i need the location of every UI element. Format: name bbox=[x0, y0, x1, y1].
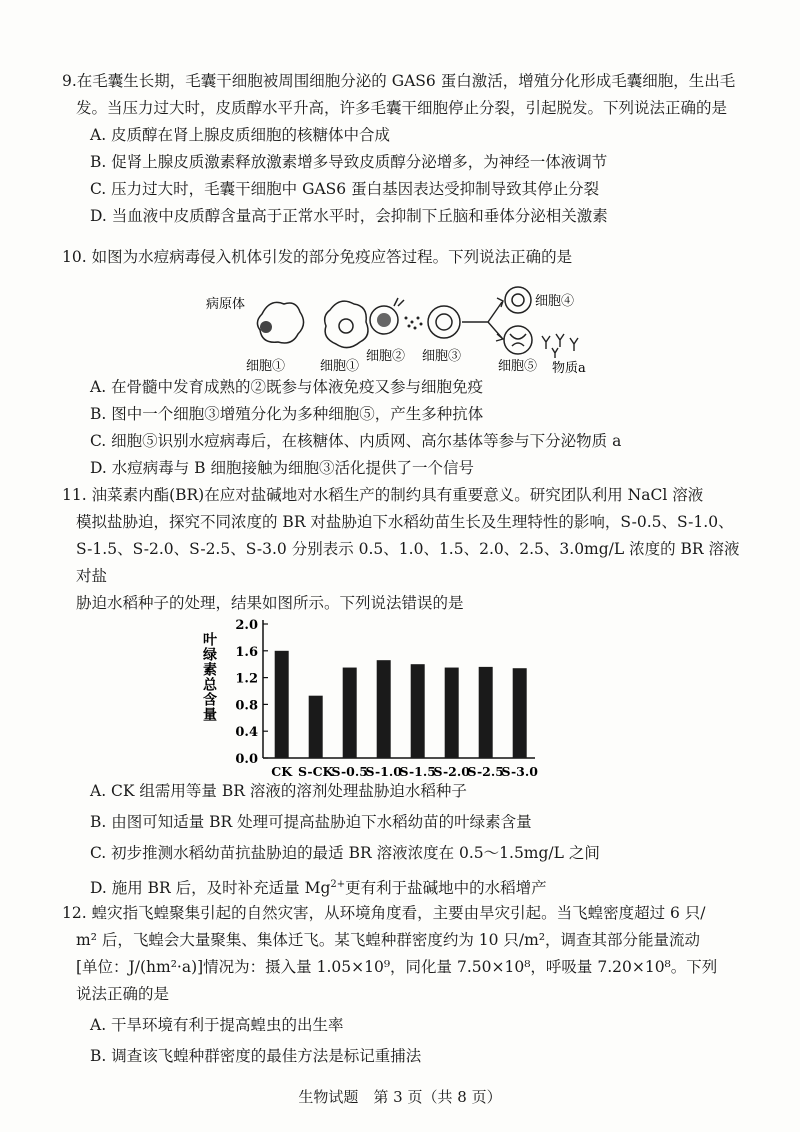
chart-y-label bbox=[201, 632, 217, 722]
q11-option-d-sup: 2+ bbox=[330, 879, 346, 890]
q10-stem: 10. 如图为水痘病毒侵入机体引发的部分免疫应答过程。下列说法正确的是 bbox=[62, 248, 573, 266]
q11-option-a: A. CK 组需用等量 BR 溶液的溶剂处理盐胁迫水稻种子 bbox=[90, 782, 467, 800]
x-tick-label: S-2.5 bbox=[467, 764, 504, 779]
q11-line3: S-1.5、S-2.0、S-2.5、S-3.0 分别表示 0.5、1.0、1.5、2.0、2.5、3.0mg/L 浓度的 BR 溶液对盐 bbox=[76, 540, 740, 585]
q10-option-c: C. 细胞⑤识别水痘病毒后，在核糖体、内质网、高尔基体等参与下分泌物质 a bbox=[90, 432, 622, 450]
x-tick-label: S-3.0 bbox=[501, 764, 538, 779]
cell1b-label: 细胞① bbox=[320, 359, 360, 374]
q12-line1: 12. 蝗灾指飞蝗聚集引起的自然灾害，从环境角度看，主要由旱灾引起。当飞蝗密度超过 6 只/ bbox=[62, 904, 706, 922]
q9-option-b: B. 促肾上腺皮质激素释放激素增多导致皮质醇分泌增多，为神经一体液调节 bbox=[90, 153, 608, 171]
cell1-label: 细胞① bbox=[246, 359, 286, 374]
y-tick-label: 0.4 bbox=[235, 725, 258, 741]
x-tick-label: S-1.5 bbox=[399, 764, 436, 779]
cell5-label: 细胞⑤ bbox=[498, 359, 538, 374]
cell3-label: 细胞③ bbox=[422, 349, 462, 364]
bar-s-ck bbox=[309, 696, 323, 758]
cell1b-shape bbox=[325, 301, 368, 347]
x-tick-label: S-CK bbox=[297, 764, 334, 779]
q9-stem-line2: 发。当压力过大时，皮质醇水平升高，许多毛囊干细胞停止分裂，引起脱发。下列说法正确的是 bbox=[76, 99, 728, 117]
chlorophyll-bar-chart bbox=[201, 612, 538, 782]
q10-option-d: D. 水痘病毒与 B 细胞接触为细胞③活化提供了一个信号 bbox=[90, 459, 474, 477]
cytokine-dots bbox=[405, 317, 423, 330]
y-tick-label: 2.0 bbox=[235, 618, 258, 633]
cell2-label: 细胞② bbox=[366, 349, 406, 364]
q11-option-b: B. 由图可知适量 BR 处理可提高盐胁迫下水稻幼苗的叶绿素含量 bbox=[90, 813, 532, 831]
q9-option-a: A. 皮质醇在肾上腺皮质细胞的核糖体中合成 bbox=[90, 126, 391, 144]
q11-line2: 模拟盐胁迫，探究不同浓度的 BR 对盐胁迫下水稻幼苗生长及生理特性的影响，S-0.5、S-1.0、 bbox=[76, 513, 734, 531]
cell3-shape bbox=[428, 306, 460, 338]
question-10 bbox=[62, 244, 752, 271]
cell3-nucleus bbox=[436, 314, 452, 330]
question-11 bbox=[62, 482, 752, 617]
y-tick-label: 0.8 bbox=[235, 698, 258, 714]
q10-option-a: A. 在骨髓中发育成熟的②既参与体液免疫又参与细胞免疫 bbox=[90, 378, 484, 396]
q12-line2: m² 后，飞蝗会大量聚集、集体迁飞。某飞蝗种群密度约为 10 只/m²，调查其部分能量流动 bbox=[76, 931, 701, 949]
antibody-icon bbox=[542, 334, 578, 358]
q11-option-c: C. 初步推测水稻幼苗抗盐胁迫的最适 BR 溶液浓度在 0.5～1.5mg/L 之间 bbox=[90, 844, 600, 862]
pathogen-label: 病原体 bbox=[206, 297, 246, 312]
branch-arrow bbox=[462, 302, 502, 338]
bar-s-0.5 bbox=[343, 668, 357, 758]
q12-option-b: B. 调查该飞蝗种群密度的最佳方法是标记重捕法 bbox=[90, 1047, 422, 1065]
x-tick-label: S-0.5 bbox=[331, 764, 368, 779]
q9-option-c: C. 压力过大时，毛囊干细胞中 GAS6 蛋白基因表达受抑制导致其停止分裂 bbox=[90, 180, 600, 198]
q9-stem-line1: 9.在毛囊生长期，毛囊干细胞被周围细胞分泌的 GAS6 蛋白激活，增殖分化形成毛囊细胞，生出毛 bbox=[62, 72, 736, 90]
question-10-options bbox=[62, 374, 752, 482]
x-tick-label: CK bbox=[271, 764, 293, 779]
cell5-shape bbox=[504, 326, 532, 354]
pathogen-icon bbox=[260, 321, 272, 333]
cell1b-nucleus bbox=[339, 319, 353, 333]
q12-line4: 说法正确的是 bbox=[76, 985, 170, 1003]
x-tick-labels bbox=[271, 764, 538, 779]
x-tick-label: S-2.0 bbox=[433, 764, 470, 779]
bar-s-3.0 bbox=[513, 668, 527, 758]
question-12 bbox=[62, 900, 752, 1070]
substance-a-label: 物质a bbox=[552, 361, 586, 376]
bar-ck bbox=[275, 651, 289, 758]
q10-option-b: B. 图中一个细胞③增殖分化为多种细胞⑤，产生多种抗体 bbox=[90, 405, 484, 423]
cell4-nucleus bbox=[512, 294, 524, 306]
bar-s-1.5 bbox=[411, 664, 425, 758]
question-9 bbox=[62, 68, 752, 230]
q12-line3: [单位：J/(hm²·a)]情况为：摄入量 1.05×10⁹，同化量 7.50×10⁸，呼吸量 7.20×10⁸。下列 bbox=[76, 958, 718, 976]
bar-series bbox=[275, 651, 527, 758]
q11-line1: 11. 油菜素内酯(BR)在应对盐碱地对水稻生产的制约具有重要意义。研究团队利用 NaCl 溶液 bbox=[62, 486, 704, 504]
q11-line4: 胁迫水稻种子的处理，结果如图所示。下列说法错误的是 bbox=[76, 594, 464, 612]
bar-s-2.0 bbox=[445, 668, 459, 758]
q12-option-a: A. 干旱环境有利于提高蝗虫的出生率 bbox=[90, 1016, 344, 1034]
receptor-icon bbox=[394, 298, 404, 306]
bar-s-1.0 bbox=[377, 660, 391, 758]
cell2-nucleus bbox=[377, 313, 391, 327]
y-tick-label: 1.6 bbox=[235, 644, 258, 660]
immune-response-diagram bbox=[200, 284, 620, 376]
y-tick-label: 0.0 bbox=[235, 752, 258, 767]
x-tick-label: S-1.0 bbox=[365, 764, 402, 779]
y-tick-label: 1.2 bbox=[235, 671, 258, 687]
y-axis-label: 叶绿素总含量 bbox=[201, 632, 217, 722]
q9-option-d: D. 当血液中皮质醇含量高于正常水平时，会抑制下丘脑和垂体分泌相关激素 bbox=[90, 207, 608, 225]
q11-option-d-post: 更有利于盐碱地中的水稻增产 bbox=[345, 879, 547, 898]
cell5-nucleus bbox=[510, 334, 526, 346]
cell4-shape bbox=[505, 287, 531, 313]
question-11-options bbox=[62, 778, 752, 902]
q11-option-d bbox=[62, 871, 752, 902]
cell4-label: 细胞④ bbox=[535, 294, 575, 309]
q11-option-d-pre: D. 施用 BR 后，及时补充适量 Mg bbox=[90, 879, 331, 898]
bar-s-2.5 bbox=[479, 667, 493, 758]
page-footer: 生物试题 第 3 页（共 8 页） bbox=[298, 1088, 502, 1106]
